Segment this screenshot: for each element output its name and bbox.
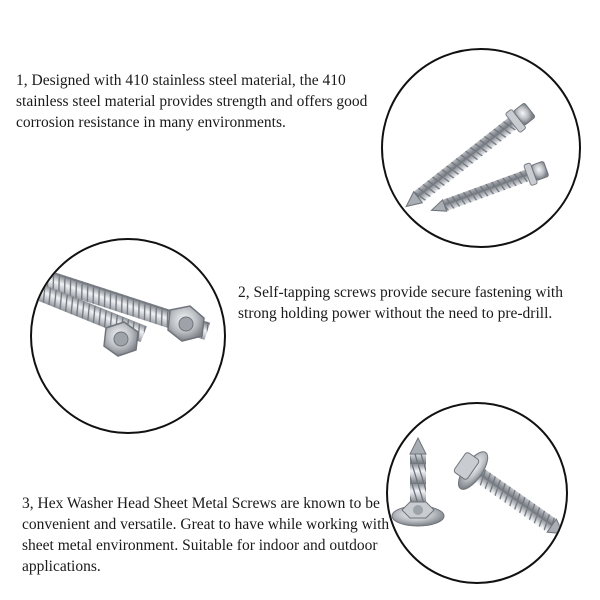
feature-text-3: 3, Hex Washer Head Sheet Metal Screws are known to be convenient and versatile. Great to have while working with sheet metal environment. Suitable for indoor and outdoor applications.	[22, 495, 390, 575]
hex-washer-head-screws-icon	[388, 404, 566, 582]
feature-text-2: 2, Self-tapping screws provide secure fastening with strong holding power without the need to pre-drill.	[238, 284, 563, 322]
screw-image-2	[30, 238, 226, 434]
feature-text-1: 1, Designed with 410 stainless steel material, the 410 stainless steel material provides strength and offers good corrosion resistance in many environments.	[16, 72, 368, 131]
drill-point-screws-diagonal-icon	[383, 50, 579, 246]
hex-head-screws-closeup-icon	[32, 240, 224, 432]
screw-image-1	[381, 48, 581, 248]
screw-image-3	[386, 402, 568, 584]
